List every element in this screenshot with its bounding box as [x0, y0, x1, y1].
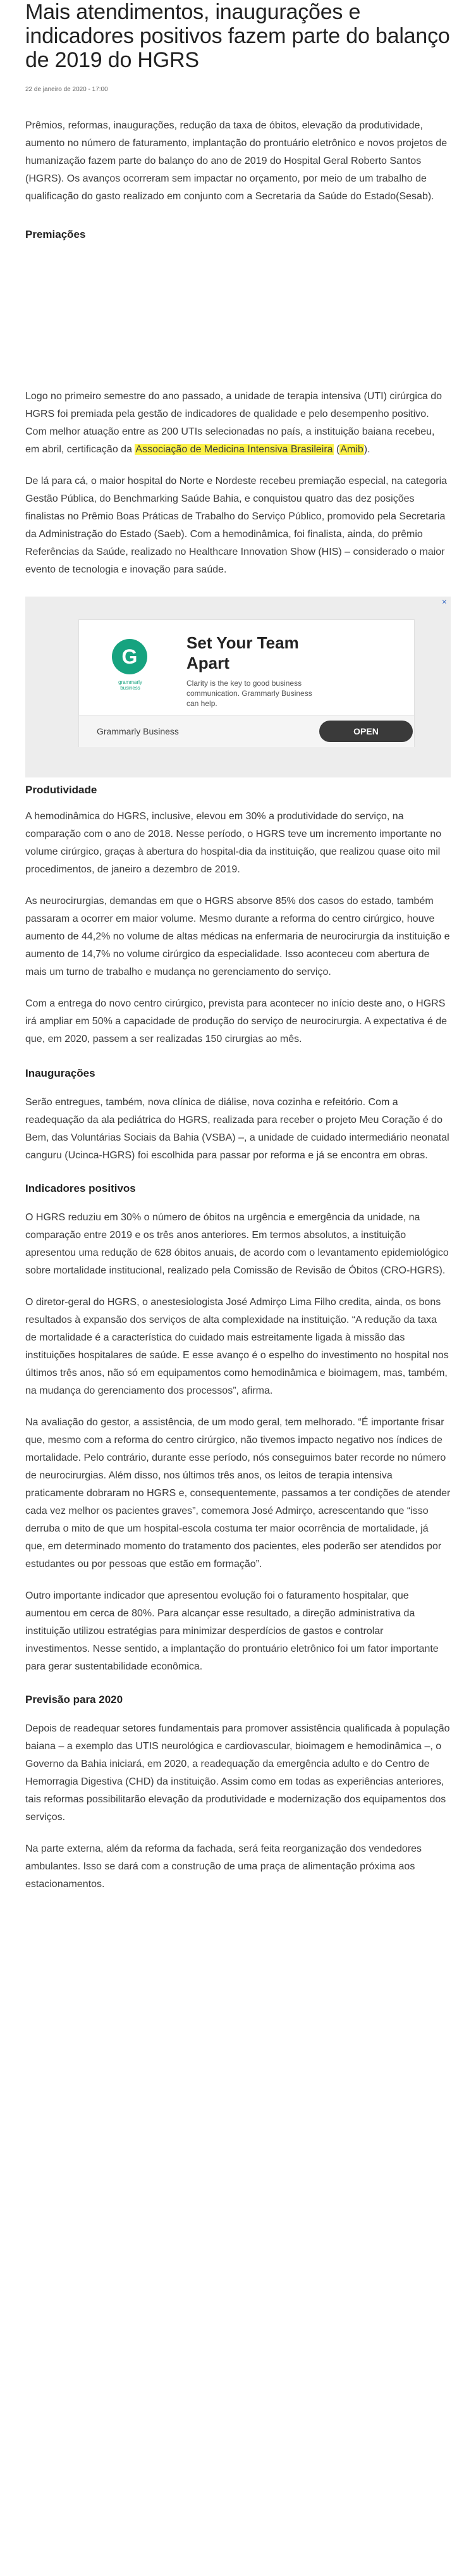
produtividade-paragraph-3: Com a entrega do novo centro cirúrgico, prevista para acontecer no início deste ano, o HGRS irá ampliar em 50% a capacidade de produção do serviço de neurocirurgia. A expectativa é de que, em 2020, passem a ser realizadas 150 cirurgias ao mês.	[25, 998, 448, 1044]
produtividade-paragraph-2: As neurocirurgias, demandas em que o HGRS absorve 85% dos casos do estado, também passaram a ocorrer em maior volume. Mesmo durante a reforma do centro cirúrgico, houve aumento de 44,2% no volume de altas médicas na enfermaria de neurocirurgia da instituição e aumento de 14,7% no volume cirúrgico da especialidade. Isso aconteceu com abertura de mais um turno de trabalho e mudança no gerenciamento do serviço.	[25, 896, 450, 977]
grammarly-logo-icon: G	[112, 639, 147, 674]
embedded-media-placeholder	[25, 241, 451, 380]
publish-date: 22 de janeiro de 2020 - 17:00	[25, 86, 108, 93]
indicadores-paragraph-2: O diretor-geral do HGRS, o anestesiologista José Admirço Lima Filho credita, ainda, os bons resultados à expansão dos serviços de alta complexidade na instituição. “A redução da taxa de mortalidade é a característica do cuidado mais estreitamente ligada à missão das instituições hospitalares de saúde. E esse avanço é o espelho do investimento no hospital nos últimos três anos, não só em equipamentos como hemodinâmica e bioimagem, mas, também, na mudança do gerenciamento dos processos”, afirma.	[25, 1297, 449, 1396]
indicadores-paragraph-4: Outro importante indicador que apresentou evolução foi o faturamento hospitalar, que aumentou em cerca de 80%. Para alcançar esse resultado, a direção administrativa da instituição utilizou estratégias para minimizar desperdícios de gastos e controlar investimentos. Nesse sentido, a implantação do prontuário eletrônico foi um fator importante para gerar sustentabilidade econômica.	[25, 1590, 439, 1672]
intro-paragraph: Prêmios, reformas, inaugurações, redução da taxa de óbitos, elevação da produtividade, aumento no número de faturamento, implantação do prontuário eletrônico e novos projetos de humanização fazem parte do balanço do ano de 2019 do Hospital Geral Roberto Santos (HGRS). Os avanços ocorreram sem impactar no orçamento, por meio de um trabalho de qualificação do gasto realizado em conjunto com a Secretaria da Saúde do Estado(Sesab).	[25, 120, 448, 202]
advertisement[interactable]	[25, 597, 451, 777]
produtividade-paragraph-1: A hemodinâmica do HGRS, inclusive, elevou em 30% a produtividade do serviço, na comparação com o ano de 2018. Nesse período, o HGRS teve um incremento importante no volume cirúrgico, graças à abertura do hospital-dia da instituição, que realizou quase oito mil procedimentos, de janeiro a dezembro de 2019.	[25, 811, 442, 875]
premiacoes-paragraph-1: Logo no primeiro semestre do ano passado, a unidade de terapia intensiva (UTI) cirúrgica do HGRS foi premiada pela gestão de indicadores de qualidade e pelo desempenho positivo. Com melhor atuação entre as 200 UTIs selecionadas no país, a instituição baiana recebeu, em abril, certificação da Associação de Medicina Intensiva Brasileira (Amib).	[25, 391, 442, 455]
ad-brand-name: Grammarly Business	[97, 726, 179, 736]
article	[25, 0, 451, 1893]
ad-footer	[79, 715, 414, 747]
premiacoes-paragraph-2: De lá para cá, o maior hospital do Norte e Nordeste recebeu premiação especial, na categoria Gestão Pública, do Benchmarking Saúde Bahia, e conquistou quatro das dez posições finalistas no Prêmio Boas Práticas de Trabalho do Serviço Público, promovido pela Secretaria da Administração do Estado (Saeb). Com a hemodinâmica, foi finalista, ainda, do prêmio Referências da Saúde, realizado no Healthcare Innovation Show (HIS) – considerado o maior evento de tecnologia e inovação para saúde.	[25, 476, 448, 575]
inauguracoes-paragraph-1: Serão entregues, também, nova clínica de diálise, nova cozinha e refeitório. Com a readequação da ala pediátrica do HGRS, realizada para receber o projeto Meu Coração é do Bem, das Voluntárias Sociais da Bahia (VSBA) –, a unidade de cuidado intermediário neonatal canguru (Ucinca-HGRS) foi escolhida para passar por reforma e já se encontra em obras.	[25, 1097, 449, 1161]
previsao-paragraph-1: Depois de readequar setores fundamentais para promover assistência qualificada à população baiana – a exemplo das UTIS neurológica e cardiovascular, bioimagem e hemodinâmica –, o Governo da Bahia iniciará, em 2020, a readequação da emergência adulto e do Centro de Hemorragia Digestiva (CHD) da instituição. Assim como em todas as experiências anteriores, tais reformas possibilitarão elevação da produtividade e modernização dos equipamentos dos serviços.	[25, 1723, 450, 1823]
ad-logo-caption: grammarly business	[118, 679, 142, 691]
indicadores-paragraph-3: Na avaliação do gestor, a assistência, de um modo geral, tem melhorado. “É importante frisar que, mesmo com a reforma do centro cirúrgico, não tivemos impacto negativo nos índices de mortalidade. Pelo contrário, durante esse período, nós conseguimos bater recorde no número de neurocirurgias. Além disso, nos últimos três anos, os leitos de terapia intensiva praticamente dobraram no HGRS e, consequentemente, passamos a ter condições de atender cada vez melhor os pacientes graves”, comemora José Admirço, acrescentando que “isso derruba o mito de que um hospital-escola costuma ter maior ocorrência de mortalidade, já que, em determinado momento do tratamento dos pacientes, eles poderão ser atendidos por estudantes ou por pessoas que estão em formação”.	[25, 1417, 451, 1570]
section-heading-premiacoes: Premiações	[25, 228, 86, 240]
ad-close-icon[interactable]: ✕	[441, 599, 447, 606]
previsao-paragraph-2: Na parte externa, além da reforma da fachada, será feita reorganização dos vendedores ambulantes. Isso se dará com a construção de uma praça de alimentação próxima aos estacionamentos.	[25, 1843, 422, 1890]
amib-link[interactable]: Associação de Medicina Intensiva Brasileira	[135, 444, 333, 455]
section-heading-produtividade: Produtividade	[25, 784, 97, 796]
section-heading-inauguracoes: Inaugurações	[25, 1067, 95, 1079]
section-heading-indicadores: Indicadores positivos	[25, 1182, 136, 1194]
ad-card[interactable]	[78, 619, 415, 747]
ad-open-button[interactable]: OPEN	[319, 721, 413, 742]
ad-headline[interactable]: Set Your Team Apart	[186, 633, 299, 672]
amib-abbr: Amib	[340, 444, 363, 455]
indicadores-paragraph-1: O HGRS reduziu em 30% o número de óbitos na urgência e emergência da unidade, na comparação entre 2019 e os três anos anteriores. Em termos absolutos, a instituição apresentou uma redução de 628 óbitos anuais, de acordo com o levantamento epidemiológico sobre mortalidade institucional, realizado pela Comissão de Revisão de Óbitos (CRO-HGRS).	[25, 1212, 449, 1276]
section-heading-previsao: Previsão para 2020	[25, 1694, 123, 1706]
article-title: Mais atendimentos, inaugurações e indicadores positivos fazem parte do balanço de 2019 do HGRS	[25, 0, 450, 72]
ad-body-text: Clarity is the key to good business communication. Grammarly Business can help.	[186, 679, 312, 708]
